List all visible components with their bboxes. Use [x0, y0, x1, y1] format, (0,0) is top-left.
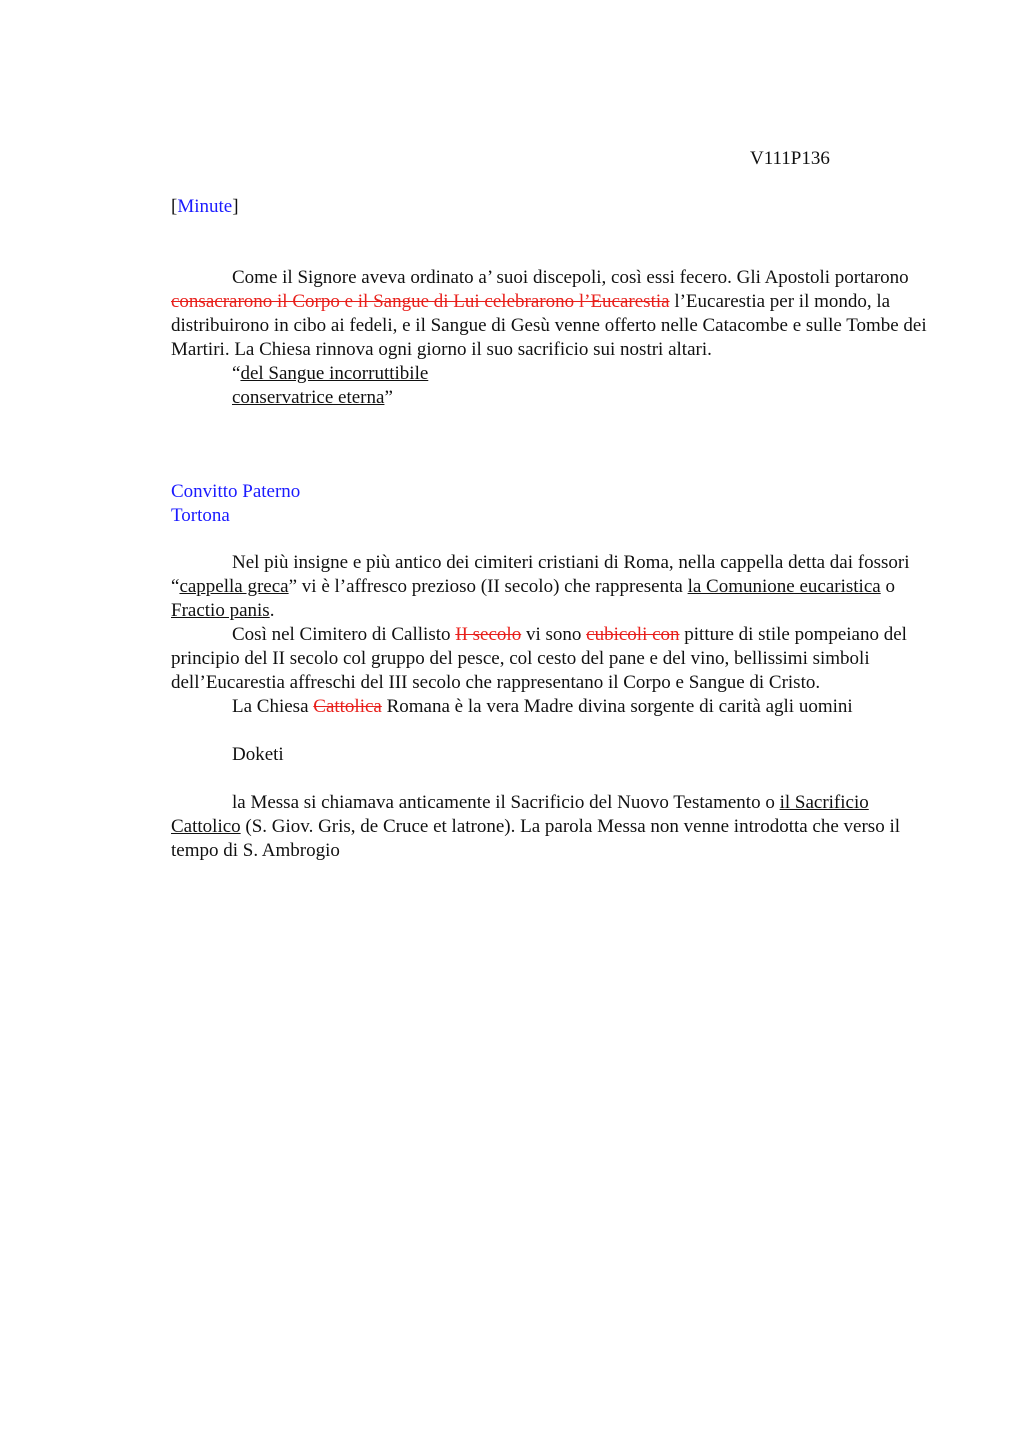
- deleted-text: II secolo: [455, 624, 522, 645]
- text-run: Così nel Cimitero di Callisto: [232, 624, 456, 645]
- text-run: La Chiesa: [232, 696, 314, 717]
- deleted-text: cubicoli con: [586, 624, 680, 645]
- underlined-text: conservatrice eterna: [232, 387, 385, 408]
- text-run: la Messa si chiamava anticamente il Sacrificio del Nuovo Testamento o: [232, 792, 780, 813]
- text-run: .: [269, 600, 275, 621]
- paragraph-callisto: [171, 623, 941, 695]
- minute-tag: [171, 195, 941, 219]
- underlined-text: cappella greca: [179, 576, 289, 597]
- tag-open-bracket: [: [171, 196, 178, 217]
- underlined-text: del Sangue incorruttibile: [240, 363, 429, 384]
- underlined-text: il Sacrificio Cattolico: [171, 792, 869, 837]
- text-run: pitture di stile pompeiano del principio del II secolo col gruppo del pesce, col cesto del pane e del vino, bellissimi simboli dell’Eucarestia affreschi del III secolo che rappresentano il Corpo e Sangue di Cristo.: [171, 624, 907, 693]
- paragraph-messa: [171, 791, 941, 863]
- text-run: Come il Signore aveva ordinato a’ suoi discepoli, così essi fecero. Gli Apostoli portarono: [232, 267, 909, 288]
- paragraph-apostles: [171, 266, 941, 362]
- underlined-text: la Comunione eucaristica: [687, 576, 881, 597]
- text-run: Romana è la vera Madre divina sorgente di carità agli uomini: [381, 696, 853, 717]
- section-main: [171, 551, 941, 863]
- quote-open-mark: “: [232, 363, 241, 384]
- text-run: (S. Giov. Gris, de Cruce et latrone). La parola Messa non venne introdotta che verso il tempo di S. Ambrogio: [171, 816, 901, 861]
- page-reference: V111P136: [750, 148, 830, 169]
- place-city: Tortona: [171, 505, 230, 526]
- deleted-text: consacrarono il Corpo e il Sangue di Lui celebrarono l’Eucarestia: [171, 291, 670, 312]
- paragraph-chiesa: [171, 695, 941, 719]
- section-intro: [171, 266, 941, 410]
- text-run: vi sono: [521, 624, 587, 645]
- paragraph-cimiteri: [171, 551, 941, 623]
- quote-close-mark: ”: [384, 387, 393, 408]
- text-run: l’Eucarestia per il mondo, la distribuirono in cibo ai fedeli, e il Sangue di Gesù venne offerto nelle Catacombe e sulle Tombe dei Martiri. La Chiesa rinnova ogni giorno il suo sacrificio sui nostri altari.: [171, 291, 927, 360]
- deleted-text: Cattolica: [313, 696, 382, 717]
- quote-line-1: [171, 362, 941, 386]
- text-run: o: [880, 576, 895, 597]
- place-heading: [171, 480, 941, 528]
- underlined-text: Fractio panis: [171, 600, 270, 621]
- tag-close-bracket: ]: [232, 196, 239, 217]
- place-name: Convitto Paterno: [171, 481, 301, 502]
- text-run: ” vi è l’affresco prezioso (II secolo) che rappresenta: [288, 576, 688, 597]
- quote-line-2: [171, 386, 941, 410]
- paragraph-doketi: Doketi: [232, 744, 284, 765]
- text-run: Nel più insigne e più antico dei cimiteri cristiani di Roma, nella cappella detta dai fossori “: [171, 552, 910, 597]
- minute-label: Minute: [177, 196, 233, 217]
